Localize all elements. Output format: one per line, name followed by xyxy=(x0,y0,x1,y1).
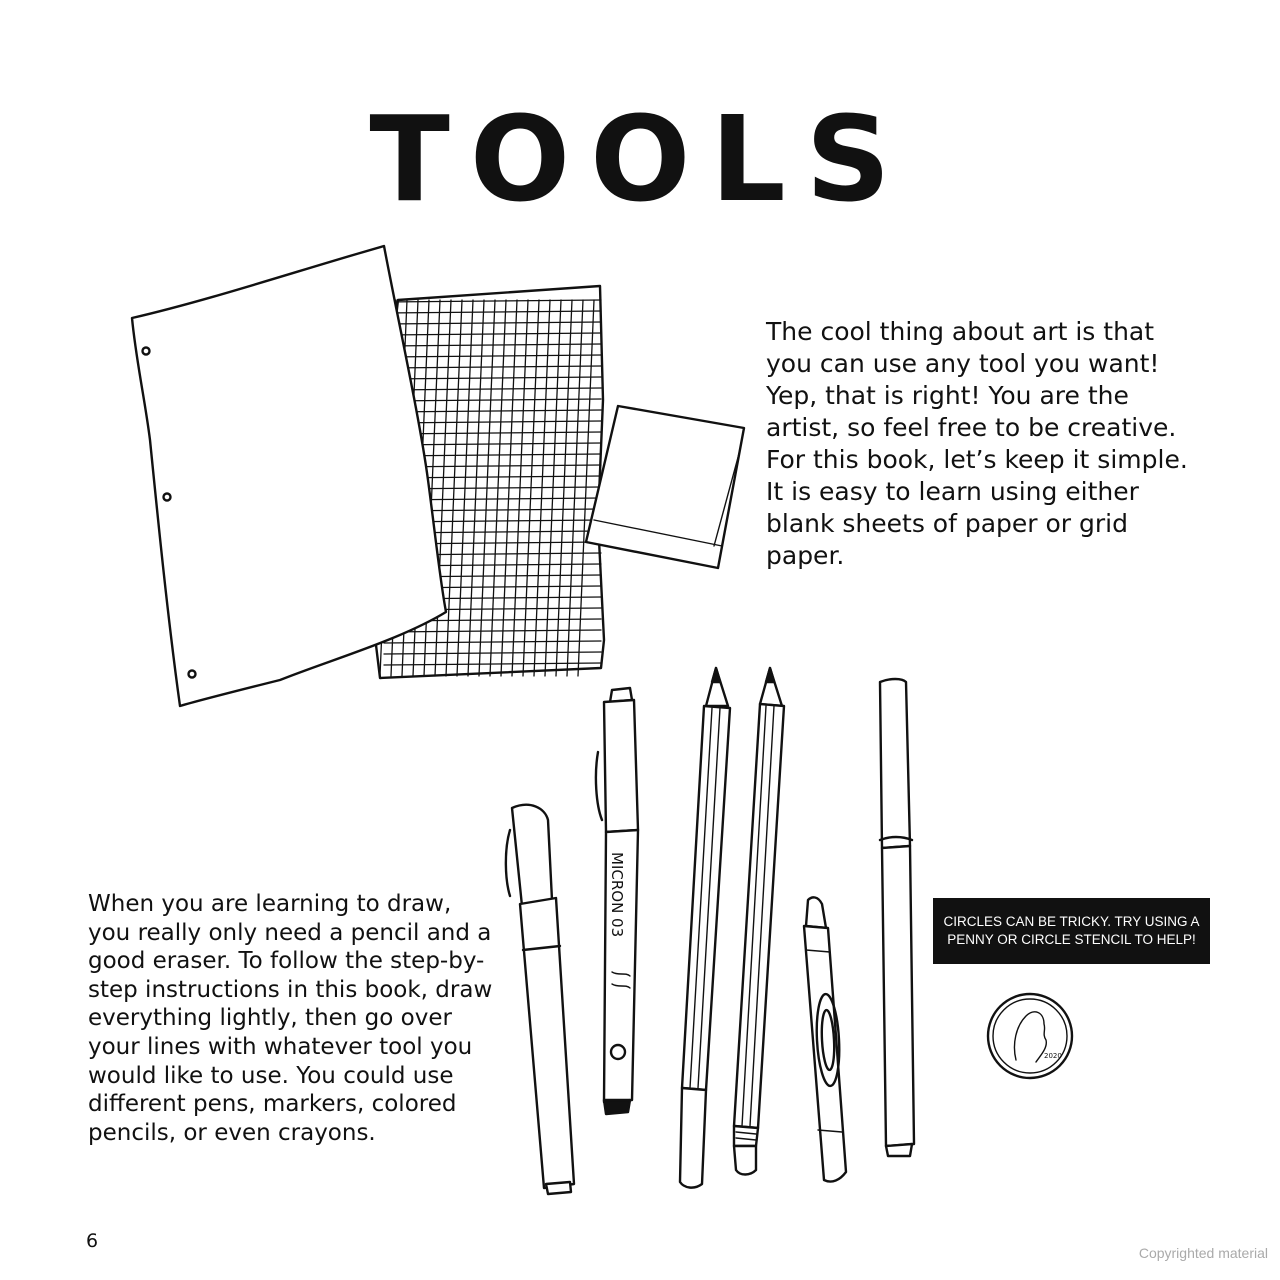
micron-label: MICRON 03 xyxy=(608,852,626,938)
tip-box xyxy=(933,898,1210,964)
penny-year: 2020 xyxy=(1044,1052,1062,1060)
penny-icon xyxy=(988,994,1072,1078)
pencil-1 xyxy=(680,668,730,1188)
copyright-notice: Copyrighted material xyxy=(1138,1245,1268,1261)
crayon xyxy=(804,897,846,1181)
micron-pen xyxy=(596,688,638,1114)
tools-paragraph: When you are learning to draw, you really only need a pencil and a good eraser. To follow the step-by-step instructions in this book, draw everything lightly, then go over your lines with whatever tool you would like to use. You could use different pens, markers, colored pencils, or even crayons. xyxy=(88,891,493,1146)
page-title: TOOLS xyxy=(369,90,911,228)
pencil-2 xyxy=(734,668,784,1175)
tip-text: CIRCLES CAN BE TRICKY. TRY USING A PENNY OR CIRCLE STENCIL TO HELP! xyxy=(943,914,1200,947)
page-number: 6 xyxy=(86,1230,99,1252)
intro-paragraph: The cool thing about art is that you can use any tool you want! Yep, that is right! You are the artist, so feel free to be creative. For this book, let’s keep it simple. It is easy to learn using either blank sheets of paper or grid paper. xyxy=(766,317,1188,570)
felt-tip-pen xyxy=(880,679,914,1156)
sticky-note xyxy=(586,406,744,568)
marker-pen xyxy=(506,805,574,1194)
